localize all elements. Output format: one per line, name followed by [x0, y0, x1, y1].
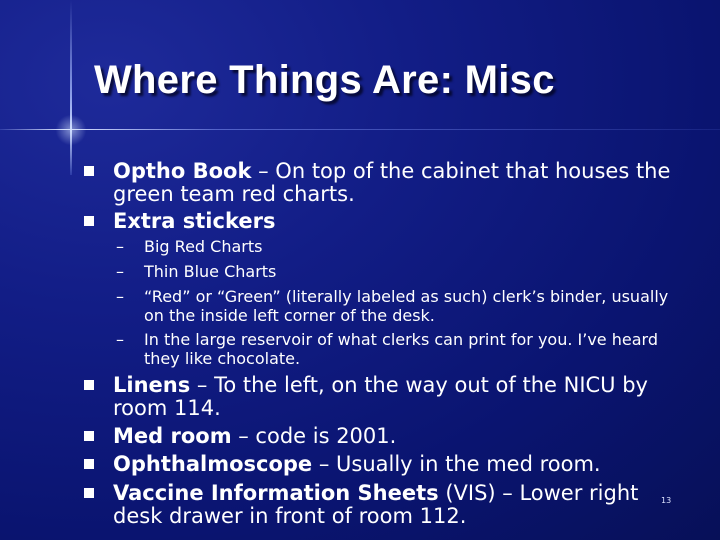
- bullet-bold-label: Extra stickers: [113, 209, 276, 233]
- decorative-horizontal-line: [0, 129, 720, 130]
- square-bullet-icon: [84, 166, 94, 176]
- slide-title: Where Things Are: Misc: [94, 58, 555, 102]
- dash-bullet-icon: –: [116, 262, 124, 281]
- bullet-text: [113, 210, 693, 233]
- sub-bullet-text: “Red” or “Green” (literally labeled as such) clerk’s binder, usually on the inside left corner of the desk.: [144, 287, 669, 325]
- square-bullet-icon: [84, 216, 94, 226]
- bullet-description: – To the left, on the way out of the NICU by room 114.: [113, 373, 648, 420]
- dash-bullet-icon: –: [116, 330, 124, 349]
- bullet-bold-label: Ophthalmoscope: [113, 452, 313, 476]
- bullet-text: [113, 160, 693, 206]
- decorative-vertical-line: [70, 0, 72, 175]
- bullet-bold-label: Linens: [113, 373, 191, 397]
- square-bullet-icon: [84, 431, 94, 441]
- bullet-text: [113, 425, 693, 448]
- bullet-description: – On top of the cabinet that houses the green team red charts.: [113, 159, 671, 206]
- square-bullet-icon: [84, 380, 94, 390]
- decorative-glow: [55, 115, 87, 145]
- bullet-text: [113, 482, 658, 528]
- sub-bullet-text: Big Red Charts: [144, 237, 263, 256]
- bullet-bold-label: Vaccine Information Sheets: [113, 481, 439, 505]
- square-bullet-icon: [84, 488, 94, 498]
- sub-bullet-text: In the large reservoir of what clerks can print for you. I’ve heard they like chocolate.: [144, 330, 658, 368]
- bullet-description: – code is 2001.: [231, 424, 397, 448]
- dash-bullet-icon: –: [116, 287, 124, 306]
- bullet-bold-label: Optho Book: [113, 159, 252, 183]
- sub-bullet-text: Thin Blue Charts: [144, 262, 277, 281]
- bullet-description: (VIS) – Lower right desk drawer in front of room 112.: [113, 481, 639, 528]
- bullet-description: – Usually in the med room.: [312, 452, 601, 476]
- square-bullet-icon: [84, 459, 94, 469]
- slide-number: 13: [661, 496, 672, 505]
- bullet-text: [113, 374, 693, 420]
- bullet-text: [113, 453, 693, 476]
- dash-bullet-icon: –: [116, 237, 124, 256]
- bullet-bold-label: Med room: [113, 424, 232, 448]
